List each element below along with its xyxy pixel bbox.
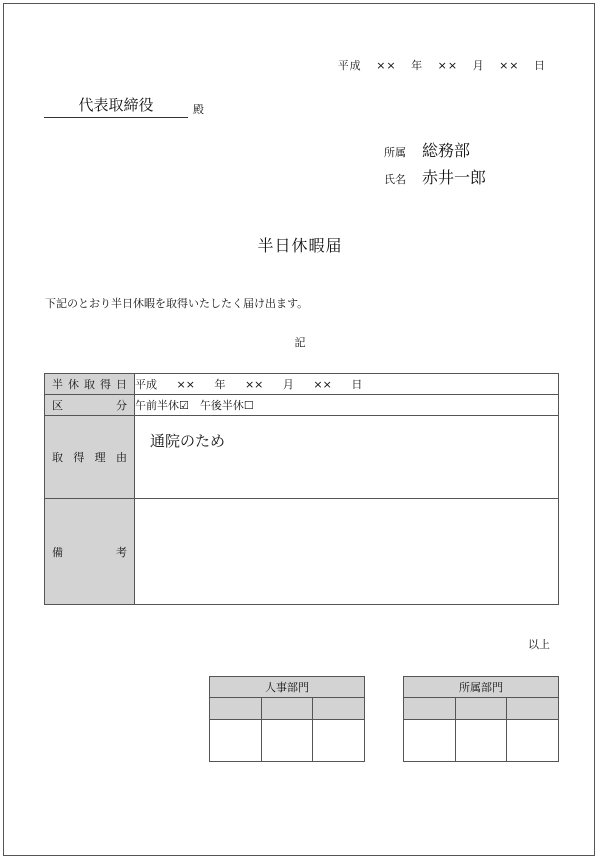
- remarks-label: 備 考: [52, 545, 127, 559]
- reason-label-cell: [45, 416, 135, 499]
- sender-block: [384, 138, 486, 192]
- stamp-header-cell: [455, 698, 507, 720]
- stamp-header-cell: [210, 698, 262, 720]
- stamp-cell: [507, 720, 559, 762]
- dept-value: 総務部: [422, 141, 471, 160]
- hr-stamp-title: 人事部門: [210, 677, 365, 698]
- date-year-unit: 年: [411, 59, 424, 72]
- stamp-cell: [261, 720, 313, 762]
- date-label-cell: [45, 374, 135, 395]
- date-day: ××: [499, 59, 520, 72]
- closing-text: 以上: [528, 638, 550, 651]
- stamp-cell: [210, 720, 262, 762]
- submission-date: [328, 57, 546, 73]
- table-row: [45, 395, 559, 416]
- table-row: [45, 374, 559, 395]
- form-date-month: ××: [244, 378, 264, 391]
- stamp-cell: [404, 720, 456, 762]
- stamp-cell: [455, 720, 507, 762]
- form-date-day-unit: 日: [351, 378, 363, 391]
- remarks-value: [135, 499, 559, 605]
- date-month: ××: [437, 59, 459, 72]
- stamp-header-cell: [261, 698, 313, 720]
- document-page: [3, 3, 595, 856]
- date-value-cell: [135, 374, 559, 395]
- stamp-header-cell: [404, 698, 456, 720]
- leave-form-table: [44, 373, 559, 605]
- ki-marker: 記: [294, 336, 306, 349]
- form-date-era: 平成: [135, 378, 157, 391]
- form-date-month-unit: 月: [282, 378, 294, 391]
- division-value: 午前半休☑ 午後半休☐: [135, 395, 559, 416]
- dept-stamp-table: [403, 676, 559, 762]
- dept-label: 所属: [384, 146, 406, 159]
- date-year: ××: [376, 59, 397, 72]
- stamp-cell: [313, 720, 365, 762]
- name-value: 赤井一郎: [422, 168, 487, 187]
- hr-stamp-table: [209, 676, 365, 762]
- dept-stamp-title: 所属部門: [404, 677, 559, 698]
- form-date-year-unit: 年: [214, 378, 226, 391]
- date-era: 平成: [337, 59, 362, 72]
- stamp-header-cell: [507, 698, 559, 720]
- date-month-unit: 月: [472, 59, 485, 72]
- body-text: 下記のとおり半日休暇を取得いたしたく届け出ます。: [45, 297, 309, 310]
- reason-value: 通院のため: [135, 416, 559, 499]
- form-date-day: ××: [313, 378, 332, 391]
- addressee-honorific: 殿: [193, 103, 204, 116]
- division-label: 区 分: [52, 399, 127, 412]
- table-row: [45, 499, 559, 605]
- division-label-cell: [45, 395, 135, 416]
- name-label: 氏名: [384, 173, 406, 186]
- date-day-unit: 日: [534, 59, 546, 72]
- table-row: [45, 416, 559, 499]
- remarks-label-cell: [45, 499, 135, 605]
- form-date-year: ××: [176, 378, 195, 391]
- addressee-title: 代表取締役: [44, 94, 188, 118]
- reason-label: 取 得 理 由: [52, 451, 127, 464]
- stamp-header-cell: [313, 698, 365, 720]
- document-title: 半日休暇届: [257, 236, 343, 255]
- date-label: 半 休 取 得 日: [52, 378, 127, 391]
